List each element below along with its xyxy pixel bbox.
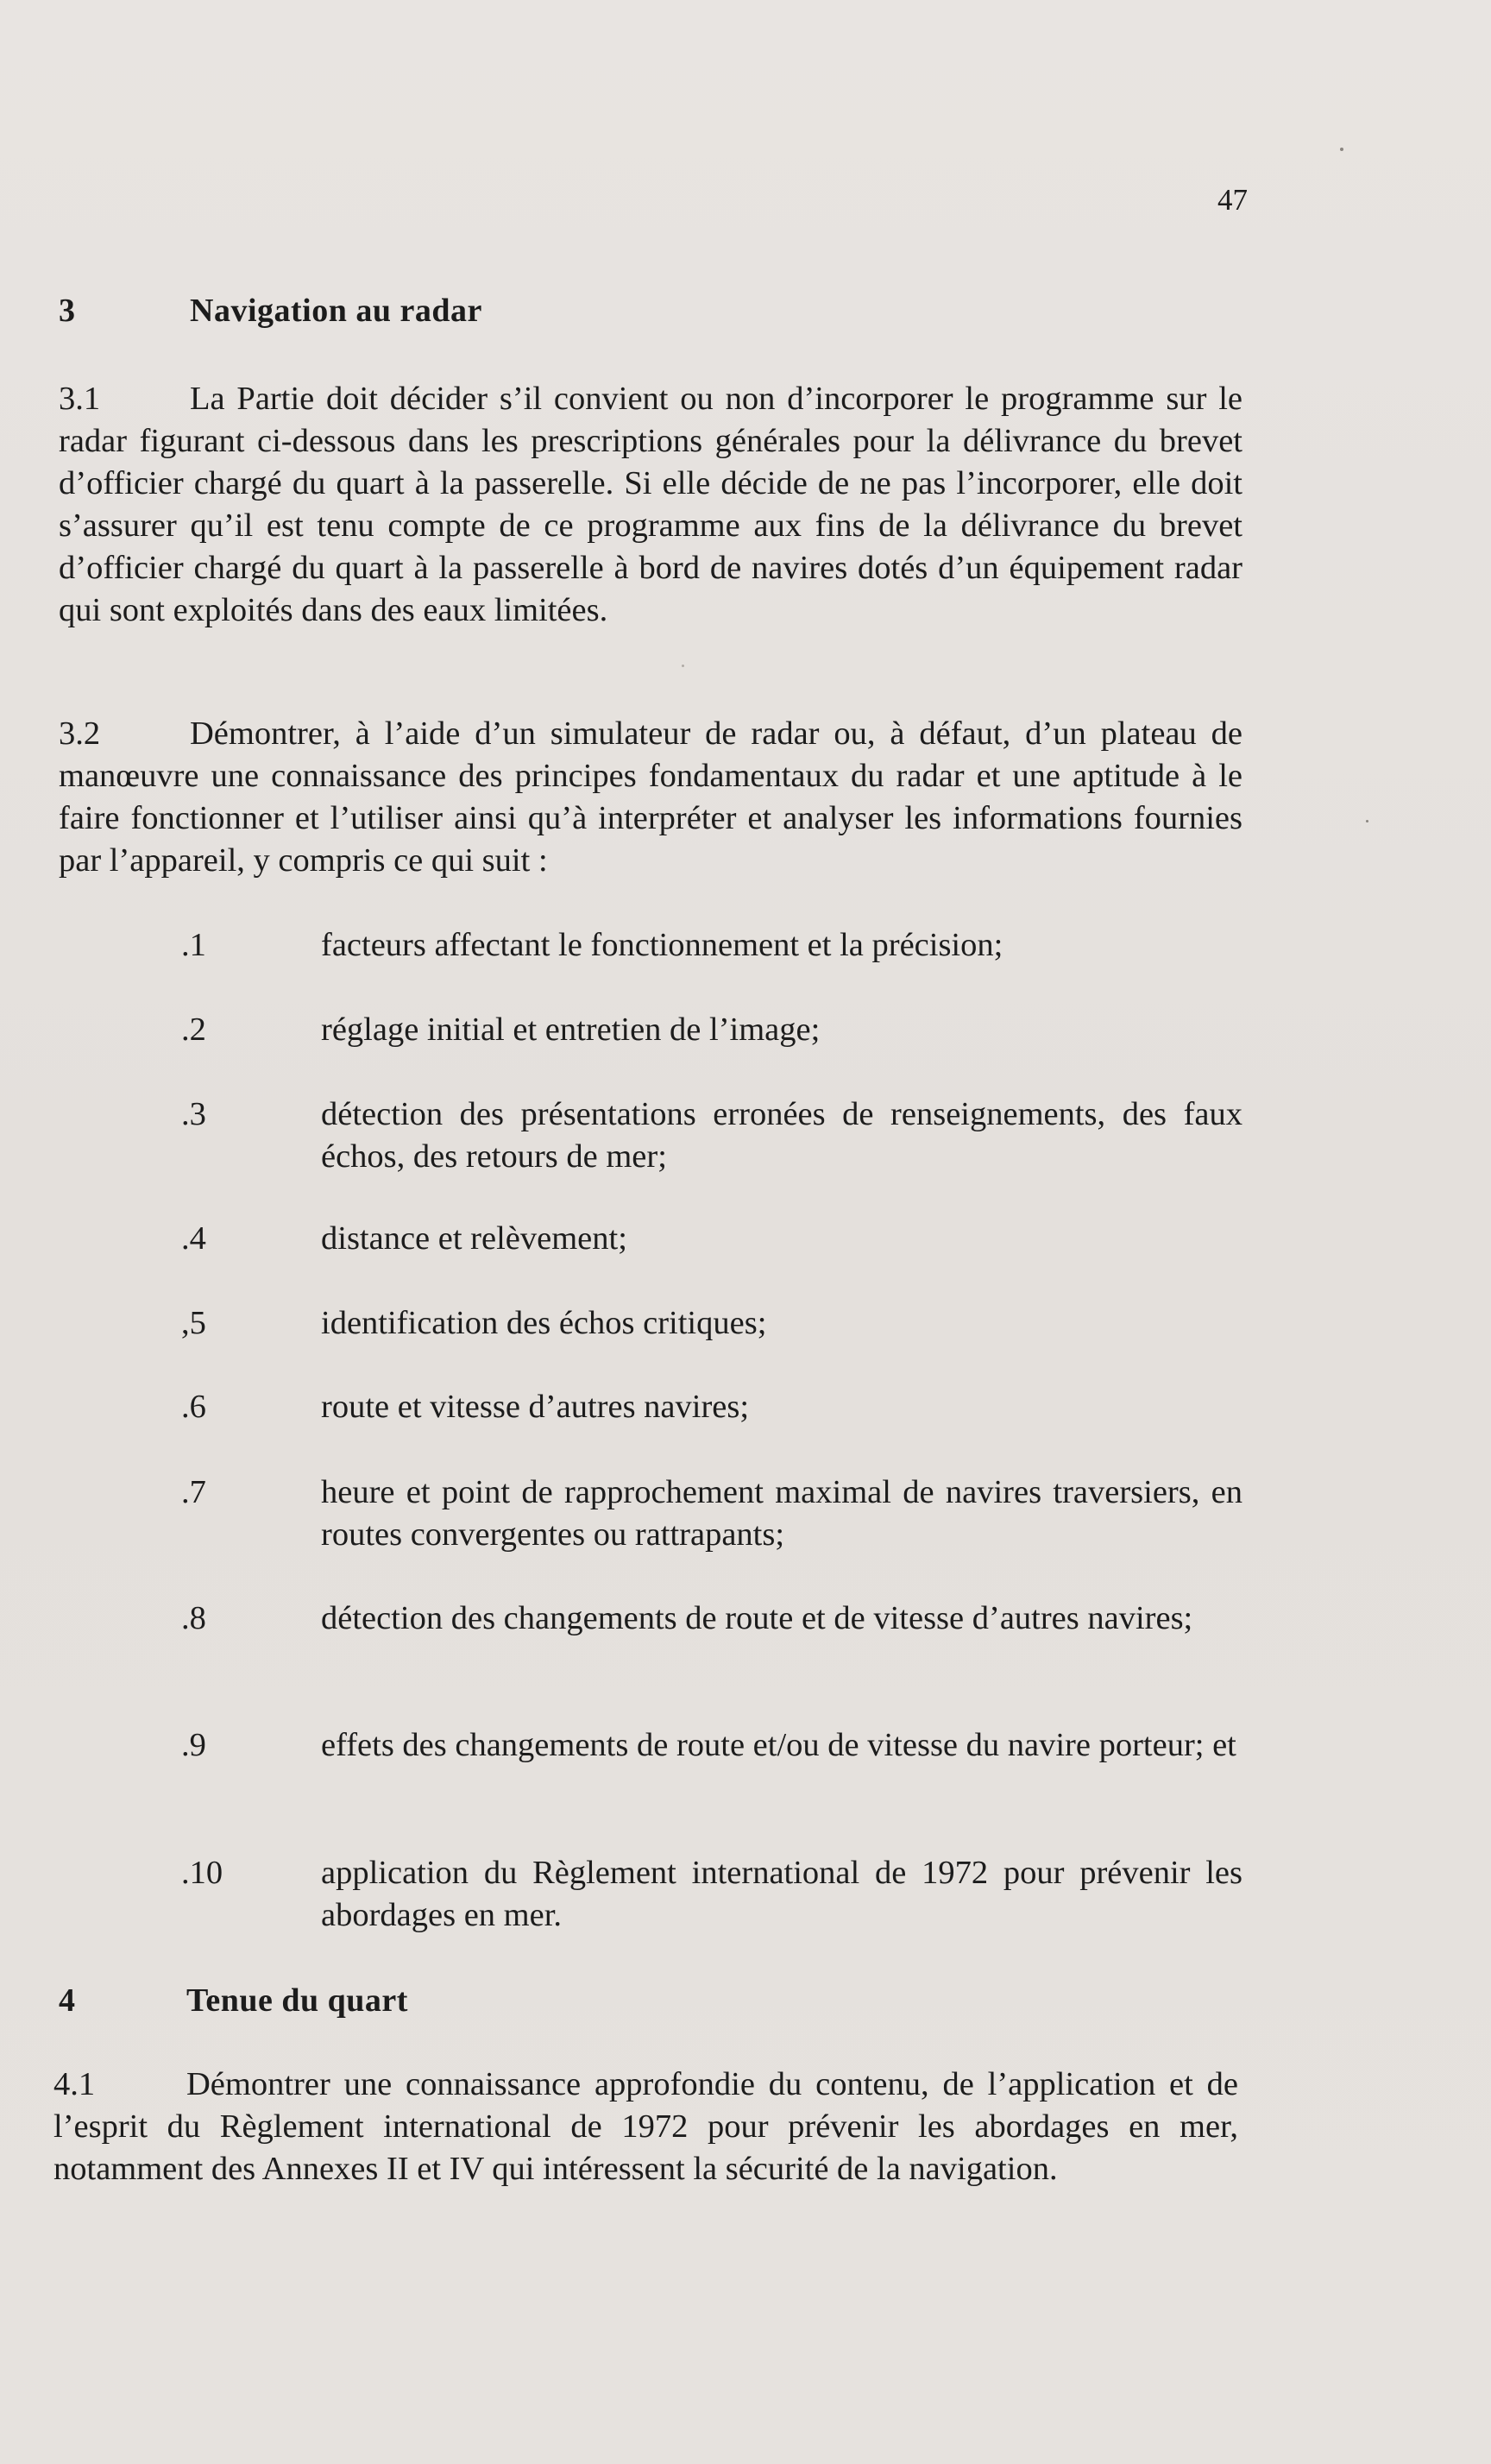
list-item-number: .3 bbox=[181, 1096, 206, 1132]
paragraph-text: Démontrer, à l’aide d’un simulateur de radar ou, à défaut, d’un plateau de manœuvre une connaissance des principes fondamentaux du radar et une aptitude à le faire fonctionner et l’utiliser ainsi qu’à interpréter et analyser les informations fournies par l’appareil, y compris ce qui suit : bbox=[59, 715, 1242, 879]
list-item-text: facteurs affectant le fonctionnement et la précision; bbox=[321, 927, 1003, 963]
list-item-text: distance et relèvement; bbox=[321, 1220, 627, 1257]
list-item-number: .1 bbox=[181, 927, 206, 963]
list-item-number: .6 bbox=[181, 1389, 206, 1425]
section-number: 3 bbox=[59, 293, 75, 329]
list-item-number: ,5 bbox=[181, 1305, 206, 1341]
paragraph-number: 4.1 bbox=[53, 2066, 96, 2102]
list-item-text: détection des changements de route et de vitesse d’autres navires; bbox=[321, 1600, 1193, 1636]
list-item-text: identification des échos critiques; bbox=[321, 1305, 767, 1341]
paragraph-text: La Partie doit décider s’il convient ou non d’incorporer le programme sur le radar figurant ci-dessous dans les prescriptions générales pour la délivrance du brevet d’officier chargé du quart à la passerelle. Si elle décide de ne pas l’incorporer, elle doit s’assurer qu’il est tenu compte de ce programme aux fins de la délivrance du brevet d’officier chargé du quart à la passerelle à bord de navires dotés d’un équipement radar qui sont exploités dans des eaux limitées. bbox=[59, 381, 1242, 628]
list-item-number: .8 bbox=[181, 1600, 206, 1636]
list-item-text: application du Règlement international de 1972 pour prévenir les abordages en mer. bbox=[321, 1855, 1242, 1933]
page-number: 47 bbox=[1217, 183, 1248, 217]
list-item-text: détection des présentations erronées de renseignements, des faux échos, des retours de mer; bbox=[321, 1096, 1242, 1175]
section-number: 4 bbox=[59, 1982, 75, 2019]
list-item-number: .10 bbox=[181, 1855, 223, 1891]
paragraph-number: 3.2 bbox=[59, 715, 101, 752]
list-item-text: effets des changements de route et/ou de vitesse du navire porteur; et bbox=[321, 1727, 1236, 1763]
list-item-number: .2 bbox=[181, 1011, 206, 1048]
paragraph-3-2 bbox=[59, 713, 1242, 882]
list-item-number: .7 bbox=[181, 1474, 206, 1510]
paragraph-3-1 bbox=[59, 378, 1242, 632]
list-item-text: route et vitesse d’autres navires; bbox=[321, 1389, 750, 1425]
section-title: Tenue du quart bbox=[186, 1982, 408, 2019]
section-title: Navigation au radar bbox=[190, 293, 482, 329]
speck bbox=[1340, 148, 1343, 151]
paragraph-text: Démontrer une connaissance approfondie du contenu, de l’application et de l’esprit du Règlement international de 1972 pour prévenir les abordages en mer, notamment des Annexes II et IV qui intéressent la sécurité de la navigation. bbox=[53, 2066, 1238, 2187]
list-item-text: heure et point de rapprochement maximal de navires traversiers, en routes convergentes ou rattrapants; bbox=[321, 1474, 1242, 1553]
list-item-number: .9 bbox=[181, 1727, 206, 1763]
speck bbox=[682, 665, 684, 667]
list-item-text: réglage initial et entretien de l’image; bbox=[321, 1011, 821, 1048]
speck bbox=[1366, 820, 1368, 822]
paragraph-number: 3.1 bbox=[59, 381, 101, 417]
paragraph-4-1 bbox=[53, 2064, 1238, 2190]
list-item-number: .4 bbox=[181, 1220, 206, 1257]
